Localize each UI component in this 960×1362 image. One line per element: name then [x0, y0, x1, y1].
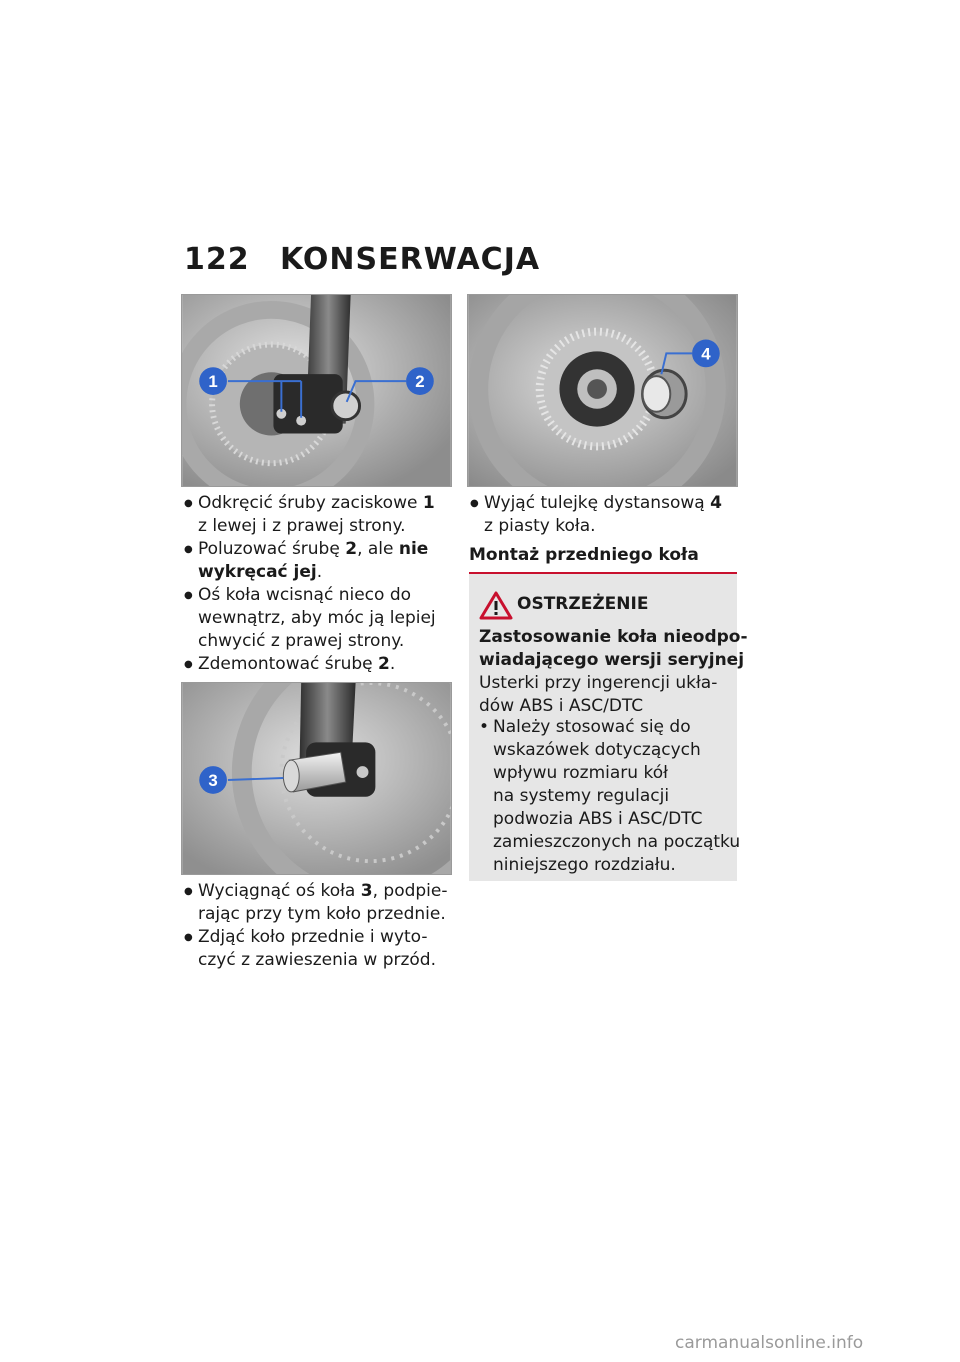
front-hub-illustration-1	[182, 295, 451, 486]
bullet-continuation: wewnątrz, aby móc ją lepiej	[198, 608, 436, 628]
figure-wheel-axle	[181, 682, 452, 875]
callout-4: 4	[701, 344, 711, 364]
callout-1: 1	[208, 372, 218, 392]
warning-bullet-line: zamieszczonych na początku	[493, 832, 741, 852]
bullet-item	[184, 584, 436, 607]
text: Zdjąć koło przednie i wyto-	[198, 927, 428, 947]
watermark: carmanualsonline.info	[675, 1333, 864, 1353]
figure-spacer-sleeve	[467, 294, 738, 487]
bold-text: nie	[398, 539, 429, 559]
text: Oś koła wcisnąć nieco do	[198, 585, 412, 605]
warning-bullet	[479, 716, 740, 877]
text: , podpie-	[372, 881, 448, 901]
bold-text: 2	[378, 654, 390, 674]
warning-bullet-line: wpływu rozmiaru kół	[493, 763, 668, 783]
bold-text: 4	[710, 493, 722, 513]
bullet-continuation: rając przy tym koło przednie.	[198, 904, 446, 924]
bullets-sleeve-step	[470, 492, 722, 538]
warning-bullet-line: podwozia ABS i ASC/DTC	[493, 809, 703, 829]
bullet-item	[470, 492, 722, 515]
front-hub-illustration-3	[182, 683, 451, 874]
warning-triangle-icon	[479, 590, 513, 620]
page-title: KONSERWACJA	[280, 242, 541, 277]
page-number: 122	[184, 242, 250, 277]
bold-text: 3	[360, 881, 373, 901]
bullet-continuation: czyć z zawieszenia w przód.	[198, 950, 436, 970]
bullet-item	[184, 538, 436, 561]
figure-caliper-bolts	[181, 294, 452, 487]
bullet-item	[184, 880, 448, 903]
warning-box	[469, 574, 748, 881]
warning-title: OSTRZEŻENIE	[517, 594, 649, 614]
warning-heading-line: wiadającego wersji seryjnej	[479, 650, 745, 670]
bullets-removal-steps	[184, 492, 436, 676]
text: Zdemontować śrubę	[198, 654, 379, 674]
text: Wyciągnąć oś koła	[198, 881, 361, 901]
bullet-item	[184, 926, 448, 949]
page-header	[184, 242, 540, 277]
bullet-continuation: chwycić z prawej strony.	[198, 631, 405, 651]
callout-3: 3	[208, 770, 218, 790]
text: .	[316, 562, 323, 582]
text: Wyjąć tulejkę dystansową	[484, 493, 711, 513]
bold-text: wykręcać jej	[198, 562, 317, 582]
text: Odkręcić śruby zaciskowe	[198, 493, 423, 513]
warning-bullet-line: na systemy regulacji	[493, 786, 670, 806]
warning-heading-line: Zastosowanie koła nieodpo-	[479, 627, 748, 647]
warning-text-line: dów ABS i ASC/DTC	[479, 696, 644, 716]
warning-text	[479, 626, 748, 718]
bullet-item	[184, 492, 436, 515]
bold-text: 2	[345, 539, 358, 559]
warning-text-line: Usterki przy ingerencji ukła-	[479, 673, 718, 693]
warning-bullet-line: niniejszego rozdziału.	[493, 855, 676, 875]
bullet-continuation: z lewej i z prawej strony.	[198, 516, 406, 536]
callout-2: 2	[415, 372, 425, 392]
bullet-continuation	[184, 561, 436, 584]
warning-bullet-line: wskazówek dotyczących	[493, 740, 701, 760]
bold-text: 1	[422, 493, 435, 513]
text: , ale	[357, 539, 399, 559]
text: Poluzować śrubę	[198, 539, 346, 559]
bullet-item	[184, 653, 436, 676]
bullet-continuation: z piasty koła.	[484, 516, 596, 536]
bullets-axle-steps	[184, 880, 448, 972]
text: .	[389, 654, 396, 674]
warning-bullet-line: • Należy stosować się do	[479, 716, 740, 739]
section-title: Montaż przedniego koła	[469, 545, 699, 565]
front-hub-illustration-2	[468, 295, 737, 486]
